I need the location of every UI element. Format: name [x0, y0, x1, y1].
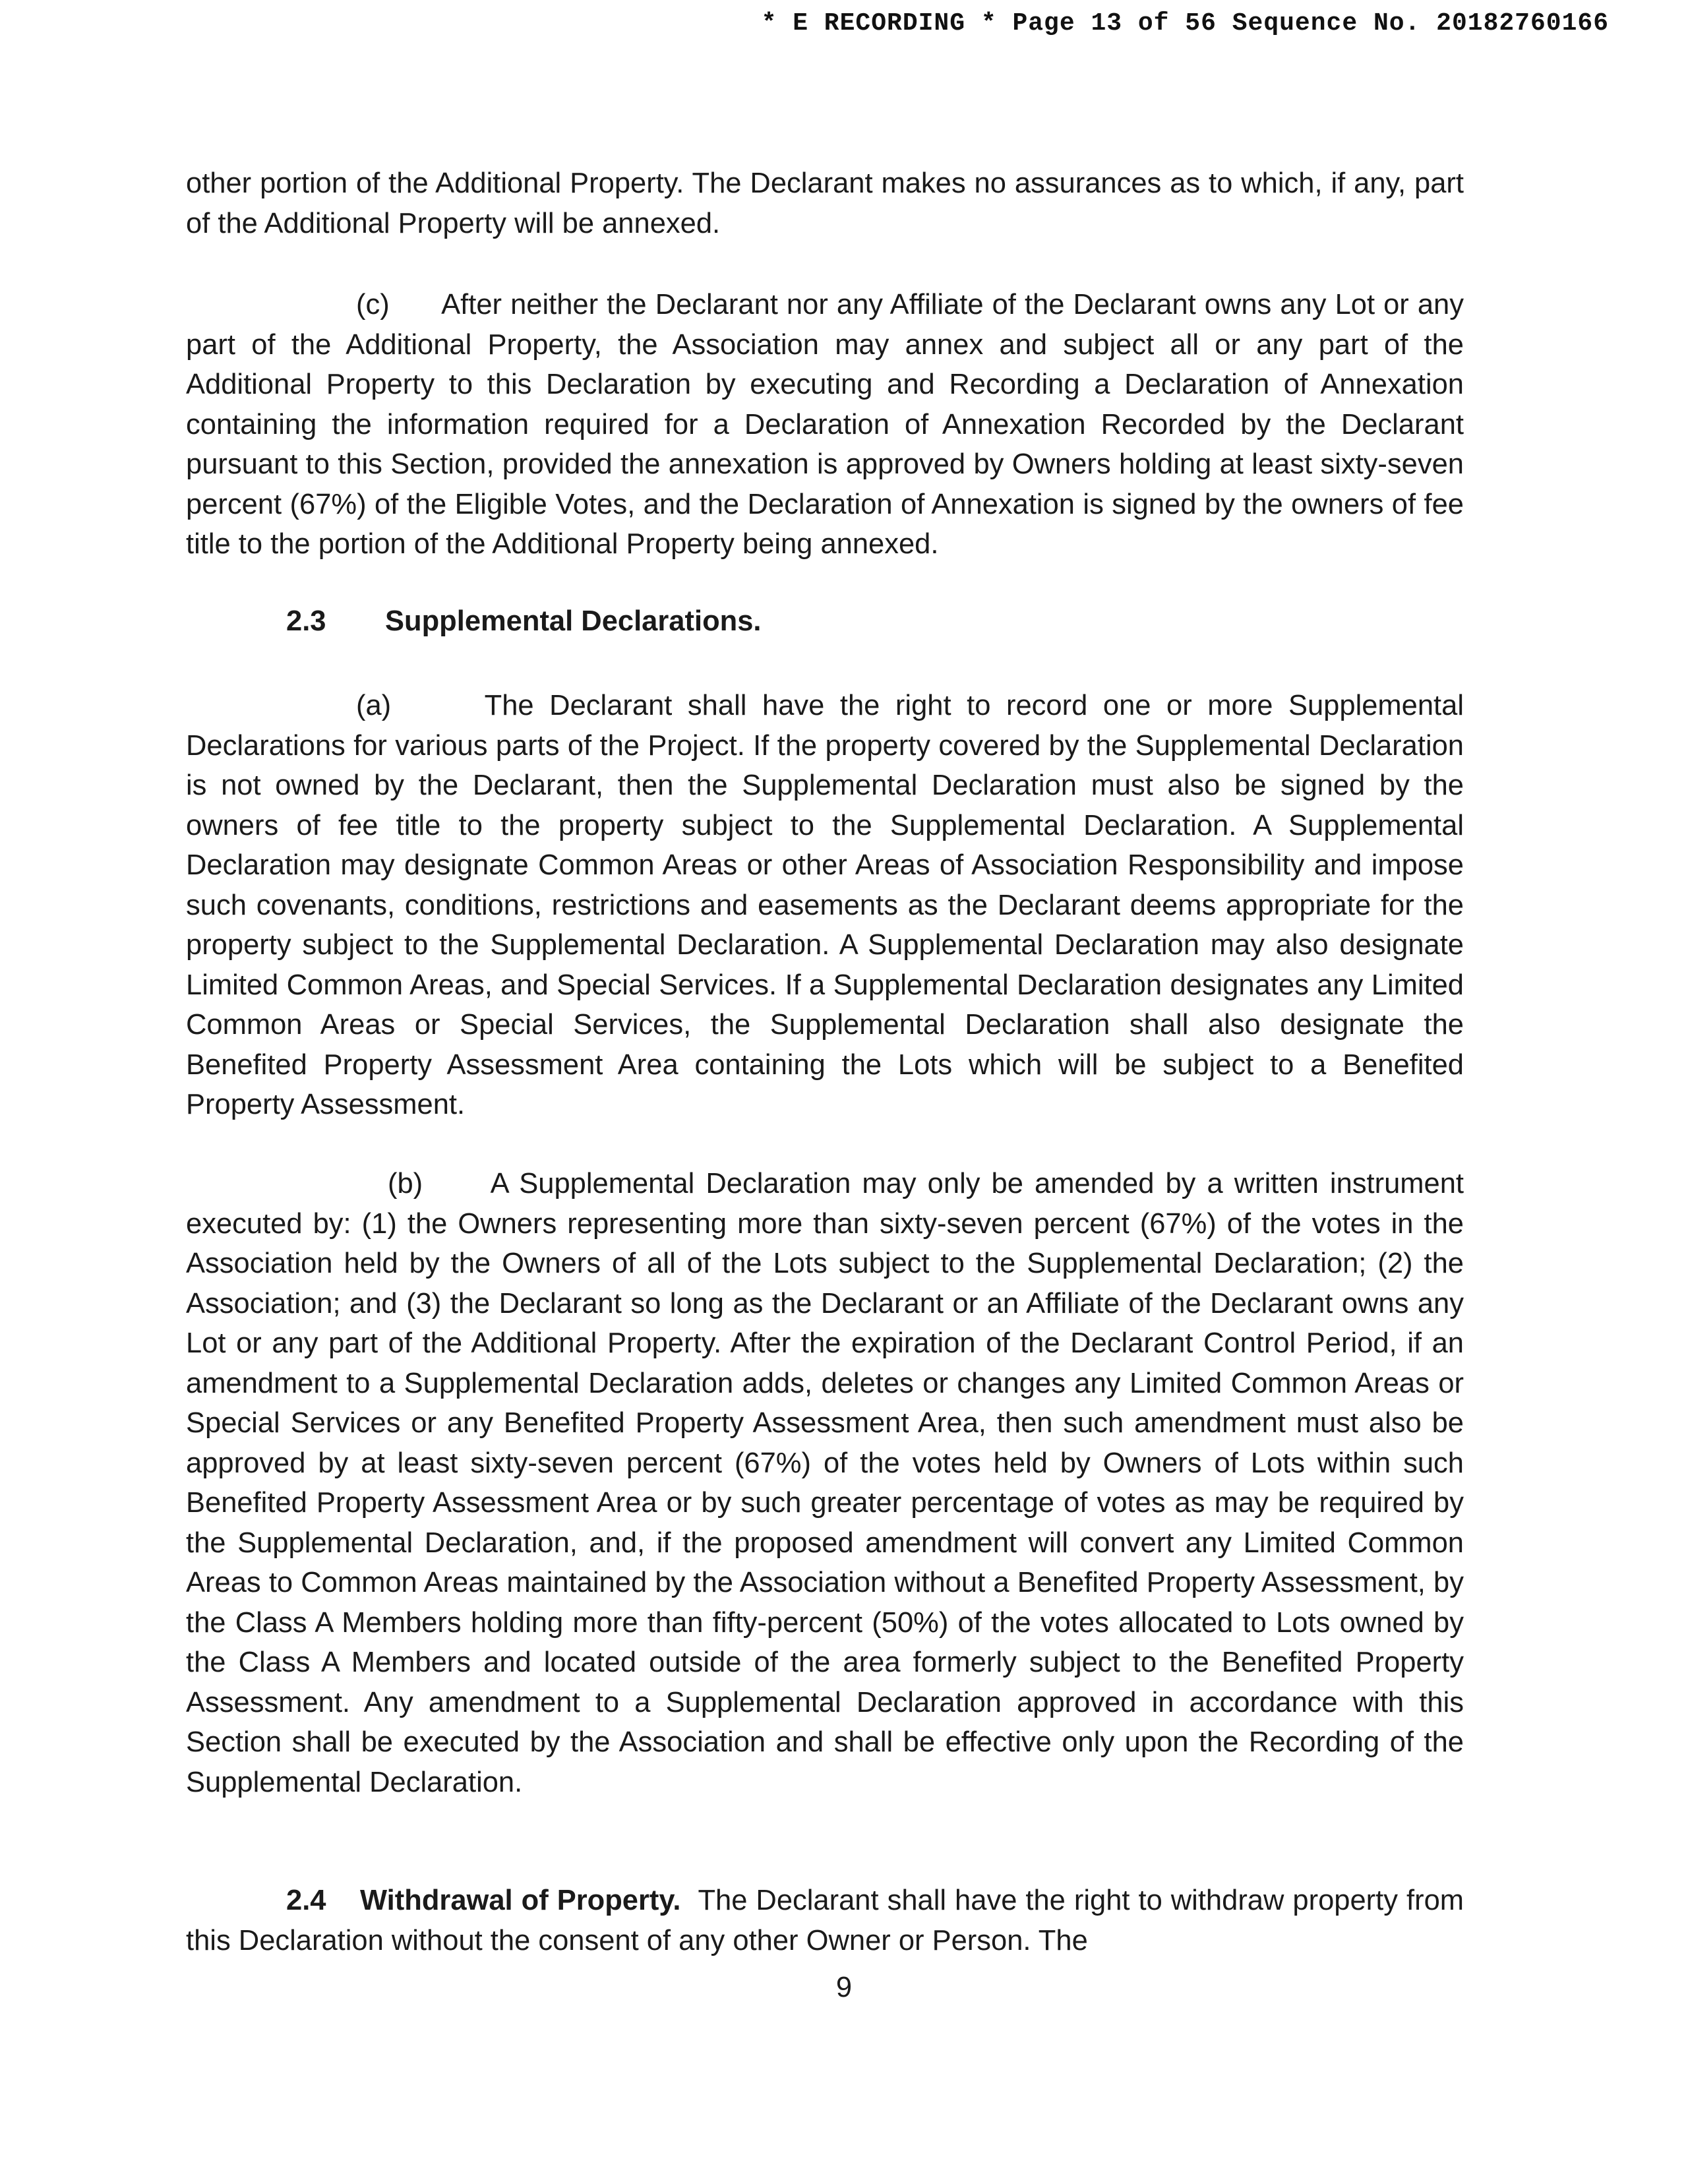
section-title: Withdrawal of Property. — [360, 1885, 681, 1916]
section-number: 2.3 — [286, 605, 326, 637]
section-heading-2-3 — [286, 605, 762, 638]
recording-stamp-header: * E RECORDING * Page 13 of 56 Sequence No. 20182760166 — [761, 9, 1609, 38]
section-text: The Declarant shall have the right to withdraw property from this Declaration without the consent of any other Owner or Person. The — [186, 1885, 1464, 1957]
paragraph-c: (c) After neither the Declarant nor any Affiliate of the Declarant owns any Lot or any part of the Additional Property, the Association may annex and subject all or any part of the Additional Property to this Declaration by executing and Recording a Declaration of Annexation containing the information required for a Declaration of Annexation Recorded by the Declarant pursuant to this Section, provided the annexation is approved by Owners holding at least sixty-seven percent (67%) of the Eligible Votes, and the Declaration of Annexation is signed by the owners of fee title to the portion of the Additional Property being annexed. — [186, 289, 1464, 560]
paragraph-continuation: other portion of the Additional Property. The Declarant makes no assurances as to which, if any, part of the Additional Property will be annexed. — [186, 167, 1464, 239]
paragraph-a: (a) The Declarant shall have the right to record one or more Supplemental Declarations for various parts of the Project. If the property covered by the Supplemental Declaration is not owned by the Declarant, then the Supplemental Declaration must also be signed by the owners of fee title to the property subject to the Supplemental Declaration. A Supplemental Declaration may designate Common Areas or other Areas of Association Responsibility and impose such covenants, conditions, restrictions and easements as the Declarant deems appropriate for the property subject to the Supplemental Declaration. A Supplemental Declaration may also designate Limited Common Areas, and Special Services. If a Supplemental Declaration designates any Limited Common Areas or Special Services, the Supplemental Declaration shall also designate the Benefited Property Assessment Area containing the Lots which will be subject to a Benefited Property Assessment. — [186, 690, 1464, 1120]
page-number: 9 — [835, 1972, 853, 2003]
section-title: Supplemental Declarations. — [385, 605, 762, 637]
paragraph-b: (b) A Supplemental Declaration may only be amended by a written instrument executed by: (1) the Owners representing more than sixty-seven percent (67%) of the votes in the Association held by the Owners of all of the Lots subject to the Supplemental Declaration; (2) the Association; and (3) the Declarant so long as the Declarant or an Affiliate of the Declarant owns any Lot or any part of the Additional Property. After the expiration of the Declarant Control Period, if an amendment to a Supplemental Declaration adds, deletes or changes any Limited Common Areas or Special Services or any Benefited Property Assessment Area, then such amendment must also be approved by at least sixty-seven percent (67%) of the votes held by Owners of Lots within such Benefited Property Assessment Area or by such greater percentage of votes as may be required by the Supplemental Declaration, and, if the proposed amendment will convert any Limited Common Areas to Common Areas maintained by the Association without a Benefited Property Assessment, by the Class A Members holding more than fifty-percent (50%) of the votes allocated to Lots owned by the Class A Members and located outside of the area formerly subject to the Benefited Property Assessment. Any amendment to a Supplemental Declaration approved in accordance with this Section shall be executed by the Association and shall be effective only upon the Recording of the Supplemental Declaration. — [186, 1168, 1464, 1798]
section-2-4-paragraph — [186, 1881, 1464, 1960]
section-number: 2.4 — [286, 1885, 326, 1916]
